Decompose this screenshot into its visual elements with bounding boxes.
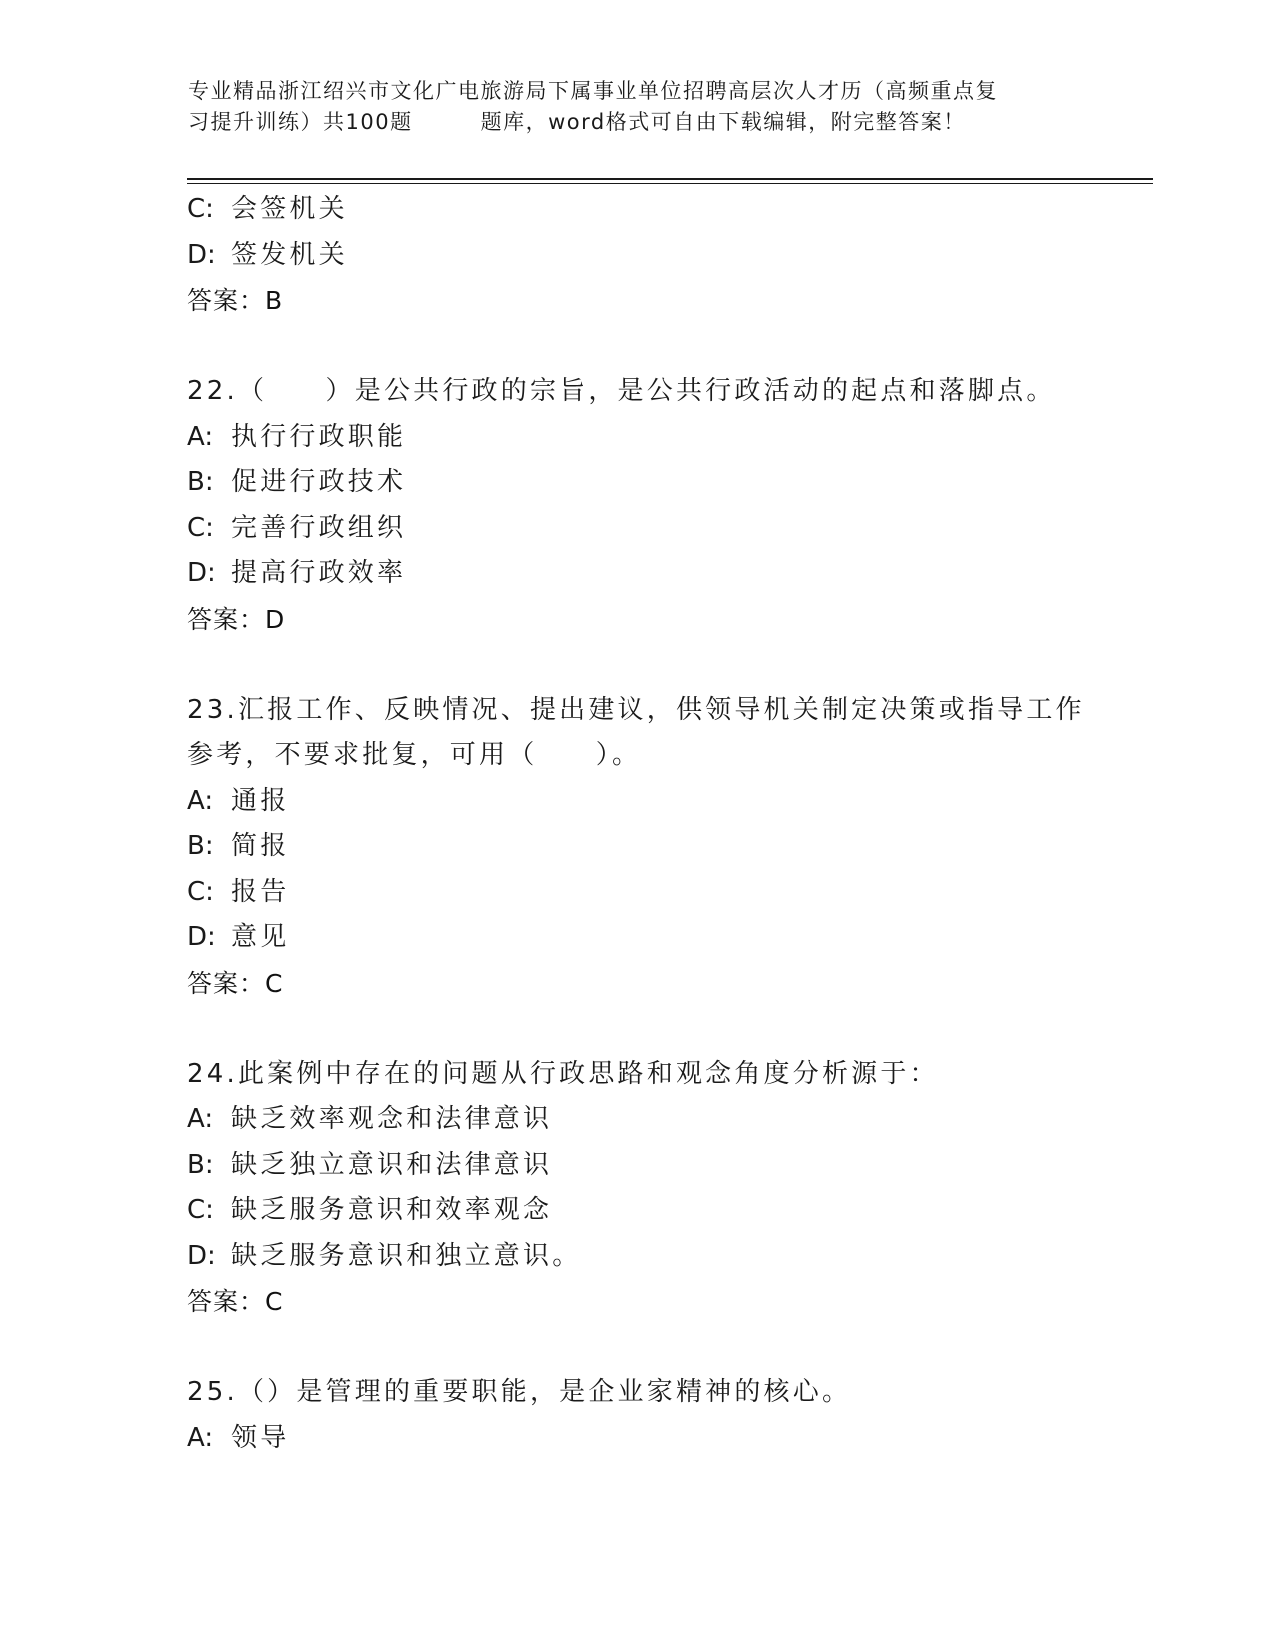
question-text: 24.此案例中存在的问题从行政思路和观念角度分析源于： xyxy=(187,1058,939,1089)
option-c: C: 完善行政组织 xyxy=(187,512,407,543)
option-a: A: 通报 xyxy=(187,785,290,816)
option-b: B: 简报 xyxy=(187,831,290,861)
option-d: D: 缺乏服务意识和独立意识。 xyxy=(187,1240,582,1271)
page-header xyxy=(188,76,1088,138)
option-d: D: 提高行政效率 xyxy=(187,558,407,588)
option-a: A: 执行行政职能 xyxy=(187,421,407,452)
option-c: C: 报告 xyxy=(187,876,290,907)
answer-line: 答案：D xyxy=(187,604,286,634)
option-d: D: 签发机关 xyxy=(187,239,348,270)
question-text: 25.（）是管理的重要职能，是企业家精神的核心。 xyxy=(187,1377,852,1407)
option-a: A: 缺乏效率观念和法律意识 xyxy=(187,1104,553,1134)
option-b: B: 促进行政技术 xyxy=(187,467,407,497)
answer-line: 答案：C xyxy=(187,968,284,998)
header-divider-thick xyxy=(187,178,1153,180)
question-text-continued: 参考，不要求批复，可用（ ）。 xyxy=(187,740,642,770)
answer-line: 答案：B xyxy=(187,286,284,315)
option-a: A: 领导 xyxy=(187,1422,290,1453)
header-line-2-left: 习提升训练）共100题 xyxy=(188,110,413,134)
document-body xyxy=(187,187,1087,1461)
answer-line: 答案：C xyxy=(187,1287,284,1316)
header-line-2 xyxy=(188,107,1088,138)
question-text: 22.（ ）是公共行政的宗旨，是公共行政活动的起点和落脚点。 xyxy=(187,376,1056,406)
option-c: C: 会签机关 xyxy=(187,194,348,224)
header-line-2-right: 题库，word格式可自由下载编辑，附完整答案！ xyxy=(480,110,966,134)
option-d: D: 意见 xyxy=(187,922,290,952)
question-text: 23.汇报工作、反映情况、提出建议，供领导机关制定决策或指导工作 xyxy=(187,694,1085,725)
header-divider-thin xyxy=(187,183,1153,184)
header-line-1: 专业精品浙江绍兴市文化广电旅游局下属事业单位招聘高层次人才历（高频重点复 xyxy=(188,79,998,103)
option-c: C: 缺乏服务意识和效率观念 xyxy=(187,1195,553,1225)
option-b: B: 缺乏独立意识和法律意识 xyxy=(187,1149,553,1180)
